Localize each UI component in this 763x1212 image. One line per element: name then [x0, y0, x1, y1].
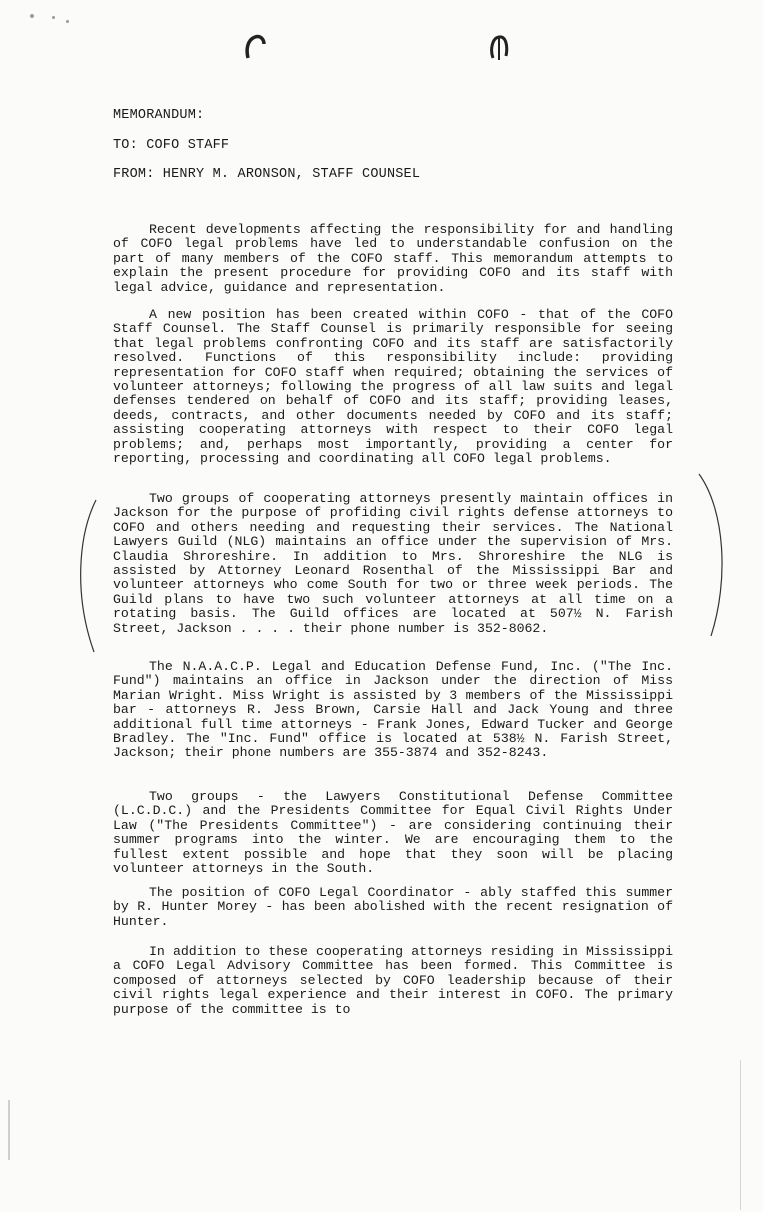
margin-bracket-left-mark — [70, 496, 100, 656]
memo-title: MEMORANDUM: — [113, 108, 205, 123]
scan-speck — [66, 20, 69, 23]
paragraph-two-groups: Two groups - the Lawyers Constitutional Defense Committee (L.C.D.C.) and the Presidents Committee for Equal Civil Rights Under Law ("The Presidents Committee") - are considering continuing their summer programs into the winter. We are encouraging them to the fullest extent possible and hope that they soon will be placing volunteer attorneys in the South. — [113, 789, 673, 877]
scan-speck — [52, 16, 55, 19]
paragraph-naacp-fund: The N.A.A.C.P. Legal and Education Defense Fund, Inc. ("The Inc. Fund") maintains an office in Jackson under the direction of Miss Marian Wright. Miss Wright is assisted by 3 members of the Mississippi bar - attorneys R. Jess Brown, Carsie Hall and Jack Young and three additional full time attorneys - Frank Jones, Edward Tucker and George Bradley. The "Inc. Fund" office is located at 538½ N. Farish Street, Jackson; their phone numbers are 355-3874 and 352-8243. — [113, 659, 673, 761]
paragraph-advisory-committee: In addition to these cooperating attorneys residing in Mississippi a COFO Legal Advisory Committee has been formed. This Committee is composed of attorneys selected by COFO leadership because of their civil rights legal experience and their interest in COFO. The primary purpose of the committee is to — [113, 944, 673, 1017]
paragraph-intro: Recent developments affecting the responsibility for and handling of COFO legal problems have led to understandable confusion on the part of many members of the COFO staff. This memorandum attempts to explain the present procedure for providing COFO and its staff with legal advice, guidance and representation. — [113, 222, 673, 295]
paragraph-cooperating-attorneys: Two groups of cooperating attorneys presently maintain offices in Jackson for the purpose of profiding civil rights defense attorneys to COFO and others needing and requesting their services. The National Lawyers Guild (NLG) maintains an office under the supervision of Mrs. Claudia Shroreshire. In addition to Mrs. Shroreshire the NLG is assisted by Attorney Leonard Rosenthal of the Mississippi Bar and volunteer attorneys who come South for two or three week periods. The Guild plans to have two such volunteer attorneys at all time on a rotating basis. The Guild offices are located at 507½ N. Farish Street, Jackson . . . . their phone number is 352-8062. — [113, 491, 673, 636]
margin-bracket-right-mark — [695, 470, 735, 640]
paragraph-staff-counsel: A new position has been created within COFO - that of the COFO Staff Counsel. The Staff Counsel is primarily responsible for seeing that legal problems confronting COFO and its staff are satisfactorily resolved. Functions of this responsibility include: providing representation for COFO staff when required; obtaining the services of volunteer attorneys; following the progress of all law suits and legal defenses tendered on behalf of COFO and its staff; providing leases, deeds, contracts, and other documents needed by COFO and its staff; assisting cooperating attorneys with respect to their COFO legal problems; and, perhaps most importantly, providing a center for reporting, processing and coordinating all COFO legal problems. — [113, 307, 673, 467]
punch-hole-right-icon — [488, 32, 510, 62]
scan-edge-mark — [740, 1060, 741, 1210]
punch-hole-left-icon — [244, 32, 266, 62]
scan-edge-mark — [8, 1100, 10, 1160]
paragraph-legal-coordinator: The position of COFO Legal Coordinator - ably staffed this summer by R. Hunter Morey - has been abolished with the recent resignation of Hunter. — [113, 885, 673, 929]
memo-to-line: TO: COFO STAFF — [113, 138, 230, 153]
scan-speck — [30, 14, 34, 18]
memo-from-line: FROM: HENRY M. ARONSON, STAFF COUNSEL — [113, 167, 421, 182]
